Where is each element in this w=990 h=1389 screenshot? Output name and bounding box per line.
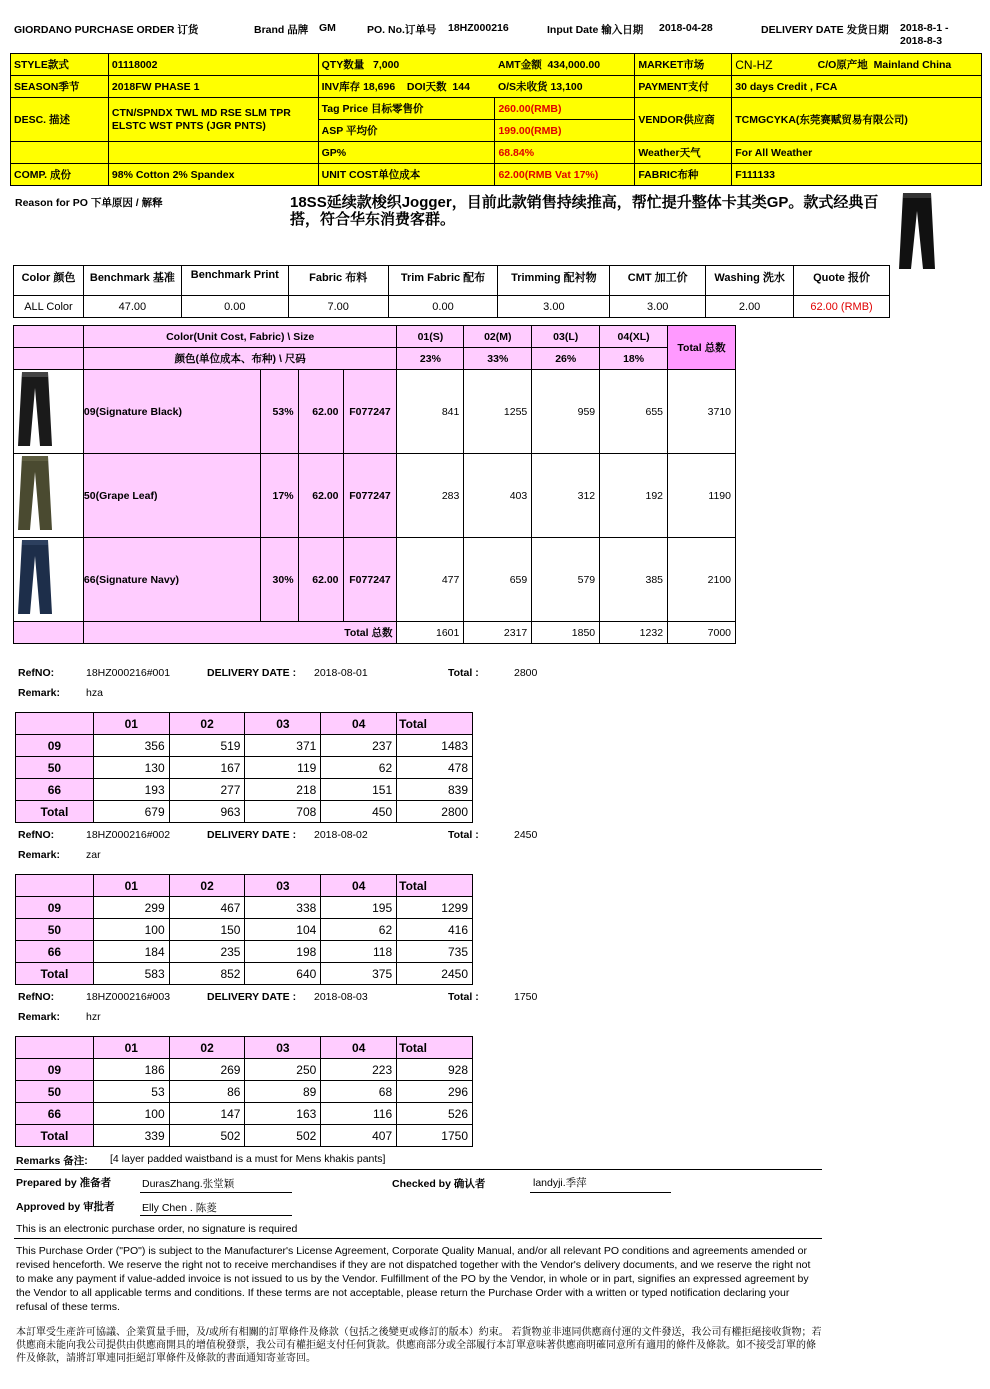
col-header: 03: [245, 1037, 321, 1059]
remark-value: zar: [86, 849, 101, 861]
row-total: 1190: [668, 454, 736, 538]
col-header: 03: [245, 875, 321, 897]
empty-cell: [16, 1037, 94, 1059]
delivery-date-label: DELIVERY DATE :: [207, 829, 297, 841]
size-ratio: 33%: [464, 348, 532, 370]
row-label: Total: [16, 963, 94, 985]
delivery-table-2: [15, 874, 473, 985]
cost-header: Benchmark Print: [181, 266, 288, 296]
po-number-value: 18HZ000216: [448, 22, 509, 34]
cost-cell: ALL Color: [14, 296, 84, 318]
cost-header: Benchmark 基准: [83, 266, 181, 296]
refno-label: RefNO:: [18, 829, 55, 841]
cell: 198: [245, 941, 321, 963]
po-info-grid: [10, 53, 982, 186]
delivery-date-label: DELIVERY DATE :: [207, 667, 297, 679]
total-label: Total :: [448, 829, 479, 841]
col-header: 04: [321, 713, 397, 735]
color-row: [14, 454, 736, 538]
color-name: 50(Grape Leaf): [83, 454, 260, 538]
market-label: MARKET市场: [635, 54, 732, 76]
delivery-date-label: DELIVERY DATE 发货日期: [761, 24, 889, 36]
color-fabric: F077247: [343, 538, 397, 622]
gp-label: GP%: [318, 142, 495, 164]
size-ratio: 23%: [397, 348, 464, 370]
cell: 250: [245, 1059, 321, 1081]
cell: 1483: [397, 735, 473, 757]
col-header: 04: [321, 875, 397, 897]
color-name: 09(Signature Black): [83, 370, 260, 454]
cost-header: Trimming 配衬物: [498, 266, 610, 296]
cell: 640: [245, 963, 321, 985]
color-pct: 30%: [260, 538, 298, 622]
cost-cell: 3.00: [610, 296, 706, 318]
amt-cell: AMT金额 434,000.00: [495, 54, 635, 76]
asp-label: ASP 平均价: [318, 120, 495, 142]
col-header: 02: [169, 1037, 245, 1059]
input-date-label: Input Date 输入日期: [547, 24, 644, 36]
empty-cell: [16, 875, 94, 897]
season-label: SEASON季节: [11, 76, 109, 98]
input-date-value: 2018-04-28: [659, 22, 713, 34]
empty-cell: [16, 713, 94, 735]
cell: 375: [321, 963, 397, 985]
remark-value: hzr: [86, 1011, 101, 1023]
sum-cell: 1232: [600, 622, 668, 644]
col-header: 01: [93, 713, 169, 735]
cell: 130: [93, 757, 169, 779]
origin-cell: C/O原产地 Mainland China: [815, 54, 982, 76]
pants-navy-icon: [14, 538, 58, 618]
cell: 62: [321, 757, 397, 779]
cell: 223: [321, 1059, 397, 1081]
qty-cell: 579: [532, 538, 600, 622]
legal-text-cn: 本訂單受生產許可協議、企業質量手冊，及/或所有相關的訂單條件及條款（包括之後變更或修訂的版本）約束。 若貨物並非連同供應商付運的文件發送，我公司有權拒絕接收貨物；若供應商未能向我公司提供由供應商開具的增值稅發票，我公司有權拒絕支付任何貨款。供應商部分或全部履行本訂單意味著供應商明確同意所有適用的條件及條款。如不接受訂單的條件及條款，請將訂單連同拒絕訂單條件及條款的書面通知寄並寄回。: [16, 1327, 822, 1364]
cell: 195: [321, 897, 397, 919]
cell: 116: [321, 1103, 397, 1125]
comp-label: COMP. 成份: [11, 164, 109, 186]
empty-cell: [14, 622, 84, 644]
remark-label: Remark:: [18, 1011, 61, 1023]
cell: 62: [321, 919, 397, 941]
qty-cell: 312: [532, 454, 600, 538]
col-header: 03: [245, 713, 321, 735]
divider: [14, 1169, 822, 1170]
fabric-label: FABRIC布种: [635, 164, 732, 186]
tag-price-value: 260.00(RMB): [495, 98, 635, 120]
cell: 407: [321, 1125, 397, 1147]
cell: 679: [93, 801, 169, 823]
reason-label: Reason for PO 下单原因 / 解释: [15, 197, 163, 209]
qty-cell: 959: [532, 370, 600, 454]
cell: 119: [245, 757, 321, 779]
payment-value: 30 days Credit , FCA: [732, 76, 982, 98]
refno-value: 18HZ000216#003: [86, 991, 171, 1003]
inventory-value: 18,696: [363, 81, 396, 93]
swatch-cell: [14, 370, 84, 454]
cell: 86: [169, 1081, 245, 1103]
cell: 502: [169, 1125, 245, 1147]
cell: 118: [321, 941, 397, 963]
cell: 2450: [397, 963, 473, 985]
cell: 2800: [397, 801, 473, 823]
size-head-cn: 颜色(单位成本、布种) \ 尺码: [83, 348, 397, 370]
cell: 151: [321, 779, 397, 801]
cost-header: Trim Fabric 配布: [388, 266, 498, 296]
cell: 68: [321, 1081, 397, 1103]
refno-value: 18HZ000216#001: [86, 667, 171, 679]
signature-line: [140, 1192, 292, 1193]
cost-cell: 0.00: [181, 296, 288, 318]
sum-label: Total 总数: [83, 622, 397, 644]
empty-cell: [14, 348, 84, 370]
size-header: 01(S): [397, 326, 464, 348]
qty-cell: 385: [600, 538, 668, 622]
cell: 89: [245, 1081, 321, 1103]
amt-value: 434,000.00: [547, 59, 601, 71]
season-value: 2018FW PHASE 1: [108, 76, 318, 98]
size-header: 04(XL): [600, 326, 668, 348]
delivery-table-3: [15, 1036, 473, 1147]
color-pct: 17%: [260, 454, 298, 538]
qty-cell: 283: [397, 454, 464, 538]
cell: 467: [169, 897, 245, 919]
po-title: GIORDANO PURCHASE ORDER 订货: [14, 24, 199, 36]
refno-value: 18HZ000216#002: [86, 829, 171, 841]
weather-value: For All Weather: [732, 142, 982, 164]
total-value: 2450: [514, 829, 538, 841]
remarks-label: Remarks 备注:: [16, 1155, 88, 1167]
size-head-en: Color(Unit Cost, Fabric) \ Size: [83, 326, 397, 348]
approved-value: Elly Chen . 陈菱: [142, 1202, 217, 1214]
qty-cell: 659: [464, 538, 532, 622]
delivery-date-value: 2018-08-03: [314, 991, 368, 1003]
size-color-table: [13, 325, 736, 644]
style-value: 01118002: [108, 54, 318, 76]
cost-header: Fabric 布料: [288, 266, 388, 296]
sum-cell: 1601: [397, 622, 464, 644]
os-cell: O/S未收货 13,100: [495, 76, 635, 98]
col-header: Total: [397, 1037, 473, 1059]
empty-cell: [11, 142, 109, 164]
signature-line: [140, 1215, 292, 1216]
payment-label: PAYMENT支付: [635, 76, 732, 98]
total-value: 2800: [514, 667, 538, 679]
checked-value: landyji.季萍: [533, 1177, 587, 1189]
legal-text-en: This Purchase Order ("PO") is subject to the Manufacturer's License Agreement, Corporate Quality Manual, and/or all relevant PO conditions and agreements amended or revised henceforth. We reserve the right not to receive merchandises if they are not dispatched together with the Vendor's delivery documents, and we reserve the right not to make any payment if value-added invoice is not issued to us by the Vendor. Fulfillment of the PO by the Vendor, in whole or in part, signifies an expressed agreement by the Vendor to all applicable terms and conditions. If these terms are not acceptable, please return the Purchase Order with a written or typed notification declaring your refusal of these terms.: [16, 1245, 811, 1313]
divider: [14, 1238, 822, 1239]
doi-value: 144: [452, 81, 470, 93]
cost-cell: 47.00: [83, 296, 181, 318]
prepared-label: Prepared by 准备者: [16, 1177, 112, 1189]
cell: 338: [245, 897, 321, 919]
row-label: Total: [16, 801, 94, 823]
delivery-date-value: 2018-08-02: [314, 829, 368, 841]
cell: 928: [397, 1059, 473, 1081]
checked-label: Checked by 确认者: [392, 1178, 486, 1190]
cell: 184: [93, 941, 169, 963]
swatch-cell: [14, 538, 84, 622]
cell: 450: [321, 801, 397, 823]
row-total: 3710: [668, 370, 736, 454]
desc-label: DESC. 描述: [11, 98, 109, 142]
pants-olive-icon: [14, 454, 58, 534]
cost-cell: 0.00: [388, 296, 498, 318]
inventory-cell: INV库存 18,696 DOI天数 144: [318, 76, 495, 98]
row-label: 66: [16, 779, 94, 801]
cell: 100: [93, 919, 169, 941]
sum-row: [14, 622, 736, 644]
cost-breakdown-table: [13, 265, 890, 318]
color-cost: 62.00: [298, 370, 343, 454]
reason-text: 18SS延续款梭织Jogger，目前此款销售持续推高，帮忙提升整体卡其类GP。款式经典百搭，符合华东消费客群。: [290, 194, 879, 228]
color-row: [14, 370, 736, 454]
vendor-value: TCMGCYKA(东莞赛赋贸易有限公司): [732, 98, 982, 142]
style-label: STYLE款式: [11, 54, 109, 76]
asp-value: 199.00(RMB): [495, 120, 635, 142]
remark-value: hza: [86, 687, 103, 699]
qty-cell: QTY数量 7,000: [318, 54, 495, 76]
cell: 526: [397, 1103, 473, 1125]
swatch-cell: [14, 454, 84, 538]
delivery-date-line2: 2018-8-3: [900, 35, 943, 47]
qty-cell: 477: [397, 538, 464, 622]
size-header: 03(L): [532, 326, 600, 348]
cell: 852: [169, 963, 245, 985]
total-value: 1750: [514, 991, 538, 1003]
cell: 416: [397, 919, 473, 941]
delivery-date-value: 2018-08-01: [314, 667, 368, 679]
cell: 1750: [397, 1125, 473, 1147]
cell: 502: [245, 1125, 321, 1147]
color-fabric: F077247: [343, 454, 397, 538]
po-number-label: PO. No.订单号: [367, 24, 437, 36]
gp-value: 68.84%: [495, 142, 635, 164]
cost-header: CMT 加工价: [610, 266, 706, 296]
row-label: 50: [16, 919, 94, 941]
cell: 296: [397, 1081, 473, 1103]
vendor-label: VENDOR供应商: [635, 98, 732, 142]
brand-value: GM: [319, 22, 336, 34]
delivery-date-line1: 2018-8-1 -: [900, 22, 949, 34]
cell: 104: [245, 919, 321, 941]
unit-cost-label: UNIT COST单位成本: [318, 164, 495, 186]
color-pct: 53%: [260, 370, 298, 454]
cell: 277: [169, 779, 245, 801]
cost-cell: 3.00: [498, 296, 610, 318]
cost-header: Washing 洗水: [706, 266, 794, 296]
cell: 237: [321, 735, 397, 757]
cost-header: Color 颜色: [14, 266, 84, 296]
qty-value: 7,000: [373, 59, 400, 71]
row-label: 09: [16, 1059, 94, 1081]
row-total: 2100: [668, 538, 736, 622]
unit-cost-value: 62.00(RMB Vat 17%): [495, 164, 635, 186]
cell: 356: [93, 735, 169, 757]
market-value: CN-HZ: [732, 54, 815, 76]
cell: 1299: [397, 897, 473, 919]
cell: 839: [397, 779, 473, 801]
cell: 735: [397, 941, 473, 963]
sum-cell: 1850: [532, 622, 600, 644]
sum-cell: 2317: [464, 622, 532, 644]
electronic-note: This is an electronic purchase order, no signature is required: [16, 1223, 298, 1235]
col-header: 02: [169, 875, 245, 897]
color-fabric: F077247: [343, 370, 397, 454]
cost-cell: 2.00: [706, 296, 794, 318]
col-header: Total: [397, 875, 473, 897]
qty-cell: 1255: [464, 370, 532, 454]
cell: 269: [169, 1059, 245, 1081]
cost-value-row: [14, 296, 890, 318]
qty-cell: 192: [600, 454, 668, 538]
comp-value: 98% Cotton 2% Spandex: [108, 164, 318, 186]
cell: 339: [93, 1125, 169, 1147]
cell: 478: [397, 757, 473, 779]
fabric-value: F111133: [732, 164, 982, 186]
total-header: Total 总数: [668, 326, 736, 370]
quote-cell: 62.00 (RMB): [794, 296, 890, 318]
origin-value: Mainland China: [873, 59, 952, 71]
product-thumbnail-icon: [893, 191, 941, 275]
desc-value: CTN/SPNDX TWL MD RSE SLM TPR ELSTC WST PNTS (JGR PNTS): [108, 98, 318, 142]
cost-cell: 7.00: [288, 296, 388, 318]
cost-header-row: [14, 266, 890, 296]
delivery-date-label: DELIVERY DATE :: [207, 991, 297, 1003]
col-header: 04: [321, 1037, 397, 1059]
remark-label: Remark:: [18, 687, 61, 699]
cost-header: Quote 报价: [794, 266, 890, 296]
cell: 53: [93, 1081, 169, 1103]
qty-cell: 403: [464, 454, 532, 538]
cell: 963: [169, 801, 245, 823]
cell: 371: [245, 735, 321, 757]
qty-cell: 841: [397, 370, 464, 454]
cell: 167: [169, 757, 245, 779]
cell: 150: [169, 919, 245, 941]
color-cost: 62.00: [298, 538, 343, 622]
cell: 163: [245, 1103, 321, 1125]
weather-label: Weather天气: [635, 142, 732, 164]
cell: 583: [93, 963, 169, 985]
size-ratio: 18%: [600, 348, 668, 370]
delivery-table-1: [15, 712, 473, 823]
total-label: Total :: [448, 991, 479, 1003]
cell: 186: [93, 1059, 169, 1081]
row-label: 09: [16, 897, 94, 919]
color-name: 66(Signature Navy): [83, 538, 260, 622]
empty-cell: [108, 142, 318, 164]
remarks-value: [4 layer padded waistband is a must for Mens khakis pants]: [110, 1153, 386, 1165]
refno-label: RefNO:: [18, 667, 55, 679]
col-header: 02: [169, 713, 245, 735]
row-label: 66: [16, 1103, 94, 1125]
cell: 299: [93, 897, 169, 919]
approved-label: Approved by 审批者: [16, 1201, 115, 1213]
total-label: Total :: [448, 667, 479, 679]
empty-cell: [14, 326, 84, 348]
os-value: 13,100: [550, 81, 583, 93]
qty-cell: 655: [600, 370, 668, 454]
row-label: 09: [16, 735, 94, 757]
col-header: 01: [93, 1037, 169, 1059]
remark-label: Remark:: [18, 849, 61, 861]
pants-black-icon: [14, 370, 58, 450]
row-label: Total: [16, 1125, 94, 1147]
cell: 235: [169, 941, 245, 963]
cell: 519: [169, 735, 245, 757]
color-cost: 62.00: [298, 454, 343, 538]
row-label: 66: [16, 941, 94, 963]
signature-line: [530, 1192, 671, 1193]
cell: 193: [93, 779, 169, 801]
tag-price-label: Tag Price 目标零售价: [318, 98, 495, 120]
size-header: 02(M): [464, 326, 532, 348]
refno-label: RefNO:: [18, 991, 55, 1003]
cell: 218: [245, 779, 321, 801]
cell: 147: [169, 1103, 245, 1125]
cell: 100: [93, 1103, 169, 1125]
color-row: [14, 538, 736, 622]
col-header: Total: [397, 713, 473, 735]
cell: 708: [245, 801, 321, 823]
row-label: 50: [16, 757, 94, 779]
row-label: 50: [16, 1081, 94, 1103]
brand-label: Brand 品牌: [254, 24, 309, 36]
prepared-value: DurasZhang.张堂颖: [142, 1178, 235, 1190]
grand-total: 7000: [668, 622, 736, 644]
size-ratio: 26%: [532, 348, 600, 370]
col-header: 01: [93, 875, 169, 897]
